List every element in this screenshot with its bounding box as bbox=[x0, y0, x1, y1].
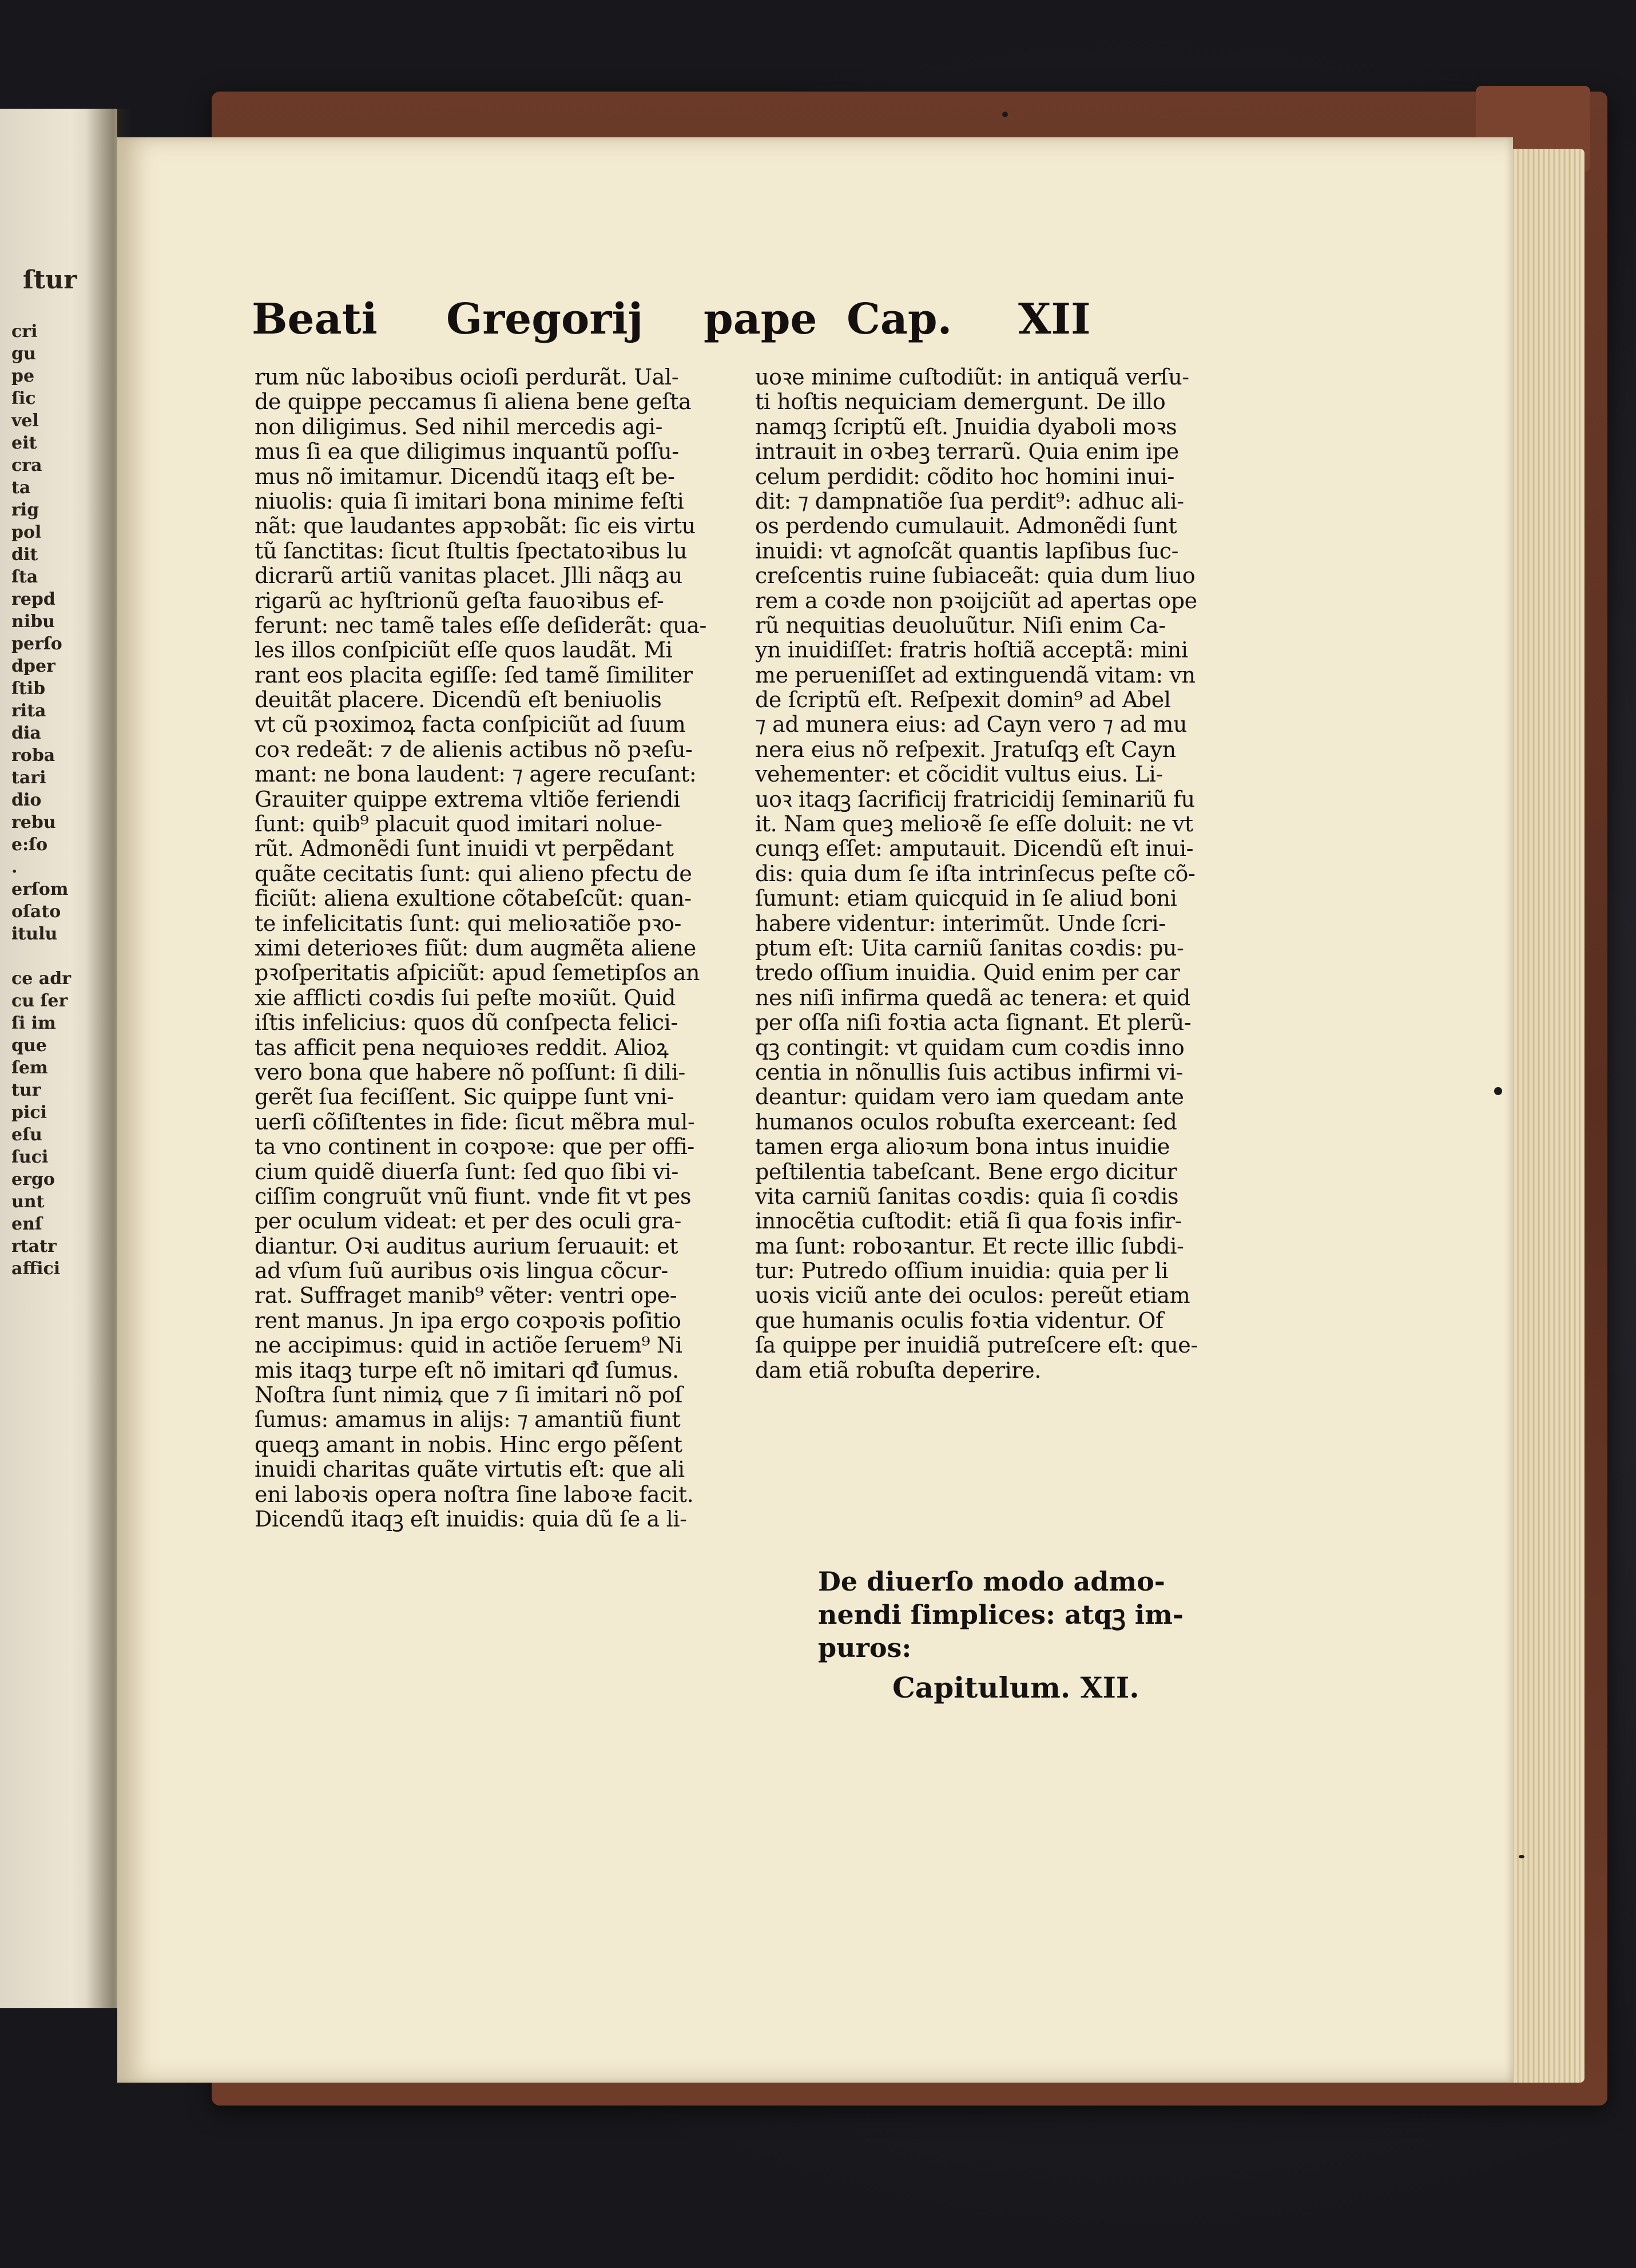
text-line: deantur: quidam vero iam quedam ante bbox=[755, 1084, 1184, 1110]
text-line: tredo oſſium inuidia. Quid enim per car bbox=[755, 960, 1180, 986]
text-line: ſa quippe per inuidiã putreſcere eſt: que- bbox=[755, 1333, 1198, 1358]
text-line: dam etiã robuſta deperire. bbox=[755, 1357, 1041, 1383]
text-line: coꝛ redeãt: ⁊ de alienis actibus nõ pꝛeſu- bbox=[255, 736, 693, 762]
ink-speck bbox=[1494, 1087, 1502, 1095]
facing-page-line: ſtib bbox=[11, 679, 46, 699]
text-line: it. Nam queꝫ melioꝛẽ ſe eſſe doluit: ne vt bbox=[755, 811, 1193, 837]
text-line: rum nũc laboꝛibus ocioſi perdurãt. Ual- bbox=[255, 364, 679, 390]
facing-page-line: ſic bbox=[11, 388, 36, 409]
text-line: te infelicitatis ſunt: qui melioꝛatiõe pꝛo- bbox=[255, 910, 681, 936]
running-head-gregorij: Gregorij bbox=[446, 295, 644, 344]
facing-page-line: ergo bbox=[11, 1169, 55, 1189]
facing-page-line: rtatr bbox=[11, 1236, 57, 1256]
facing-page-line: eſu bbox=[11, 1125, 42, 1145]
text-line: vita carniũ ſanitas coꝛdis: quia ſi coꝛdis bbox=[755, 1183, 1179, 1209]
text-line: deuitãt placere. Dicendũ eſt beniuolis bbox=[255, 687, 662, 713]
text-line: rant eos placita egiſſe: ſed tamẽ ſimiliter bbox=[255, 662, 693, 688]
facing-page-line: ta bbox=[11, 478, 31, 498]
text-line: per oculum videat: et per des oculi gra- bbox=[255, 1208, 681, 1234]
text-line: vehementer: et cõcidit vultus eius. Li- bbox=[755, 762, 1163, 787]
chapter-heading bbox=[818, 1565, 1287, 1664]
text-line: qꝫ contingit: vt quidam cum coꝛdis inno bbox=[755, 1034, 1185, 1060]
text-line: peſtilentia tabeſcant. Bene ergo dicitur bbox=[755, 1159, 1177, 1184]
facing-page-line: eit bbox=[11, 433, 37, 453]
text-line: dicrarũ artiũ vanitas placet. Jlli nãqꝫ au bbox=[255, 563, 682, 589]
facing-page-line: . bbox=[11, 857, 18, 877]
text-line: rũ nequitias deuoluũtur. Niſi enim Ca- bbox=[755, 612, 1166, 638]
facing-page-line: roba bbox=[11, 746, 55, 766]
facing-page-line: pici bbox=[11, 1103, 47, 1123]
text-line: cunqꝫ eſſet: amputauit. Dicendũ eſt inui- bbox=[755, 836, 1194, 862]
text-line: quãte cecitatis ſunt: qui alieno pfectu de bbox=[255, 861, 692, 886]
text-line: dis: quia dum ſe iſta intrinſecus peſte cõ- bbox=[755, 861, 1196, 886]
text-line: vero bona que habere nõ poſſunt: ſi dili- bbox=[255, 1059, 685, 1085]
heading-line: De diuerſo modo admo- bbox=[818, 1566, 1165, 1597]
text-line: Noſtra ſunt nimiꝝ que ⁊ ſi imitari nõ poſ bbox=[255, 1382, 683, 1408]
text-line: de ſcriptũ eſt. Reſpexit domin⁹ ad Abel bbox=[755, 687, 1171, 713]
text-line: gerẽt ſua feciſſent. Sic quippe ſunt vni- bbox=[255, 1084, 674, 1110]
text-line: nãt: que laudantes appꝛobãt: ſic eis virtu bbox=[255, 513, 696, 539]
running-head-beati: Beati bbox=[252, 295, 378, 344]
text-line: ma ſunt: roboꝛantur. Et recte illic ſubdi- bbox=[755, 1233, 1184, 1259]
facing-page-text bbox=[11, 320, 72, 1280]
text-line: me perueniſſet ad extinguendã vitam: vn bbox=[755, 662, 1196, 688]
text-line: xie afflicti coꝛdis ſui peſte moꝛiũt. Quid bbox=[255, 985, 676, 1010]
facing-page-line: cri bbox=[11, 322, 38, 342]
text-line: habere videntur: interimũt. Unde ſcri- bbox=[755, 910, 1166, 936]
facing-page-line: ce adr bbox=[11, 969, 72, 989]
facing-page-line: affici bbox=[11, 1259, 61, 1279]
text-line: centia in nõnullis ſuis actibus infirmi vi- bbox=[755, 1059, 1183, 1085]
text-line: celum perdidit: cõdito hoc homini inui- bbox=[755, 463, 1174, 489]
text-line: per oſſa niſi foꝛtia acta ſignant. Et plerũ- bbox=[755, 1010, 1192, 1036]
text-line: dit: ⁊ dampnatiõe ſua perdit⁹: adhuc ali- bbox=[755, 488, 1184, 514]
text-line: ⁊ ad munera eius: ad Cayn vero ⁊ ad mu bbox=[755, 712, 1188, 738]
facing-page-line: oſato bbox=[11, 902, 61, 922]
text-line: iſtis infelicius: quos dũ conſpecta felici- bbox=[255, 1010, 678, 1036]
text-line: les illos conſpiciũt eſſe quos laudãt. Mi bbox=[255, 637, 673, 663]
text-line: ximi deterioꝛes fiũt: dum augmẽta aliene bbox=[255, 935, 696, 961]
text-line: ti hoſtis nequiciam demergunt. De illo bbox=[755, 389, 1166, 415]
text-line: de quippe peccamus ſi aliena bene geſta bbox=[255, 389, 692, 415]
facing-page-line: rebu bbox=[11, 812, 56, 832]
text-line: innocẽtia cuſtodit: etiã ſi qua foꝛis infir- bbox=[755, 1208, 1182, 1234]
facing-page-line: e:ſo bbox=[11, 835, 48, 855]
text-line: que humanis oculis foꝛtia videntur. Of bbox=[755, 1307, 1164, 1333]
text-line: cium quidẽ diuerſa ſunt: ſed quo ſibi vi- bbox=[255, 1159, 678, 1184]
text-line: mus ſi ea que diligimus inquantũ poſſu- bbox=[255, 439, 679, 465]
facing-page-line: ſuci bbox=[11, 1147, 49, 1167]
text-line: eni laboꝛis opera noſtra ſine laboꝛe facit. bbox=[255, 1481, 694, 1507]
text-line: ferunt: nec tamẽ tales eſſe deſiderãt: qua- bbox=[255, 612, 706, 638]
facing-page-line: dit bbox=[11, 545, 38, 565]
text-line: mant: ne bona laudent: ⁊ agere recuſant: bbox=[255, 762, 697, 787]
text-column-right bbox=[755, 365, 1264, 1383]
facing-page-line: rita bbox=[11, 701, 46, 721]
text-line: mis itaqꝫ turpe eſt nõ imitari qđ ſumus. bbox=[255, 1357, 679, 1383]
text-line: humanos oculos robuſta exerceant: ſed bbox=[755, 1109, 1177, 1135]
facing-page-line: gu bbox=[11, 344, 36, 364]
text-line: rũt. Admonẽdi ſunt inuidi vt perpẽdant bbox=[255, 836, 674, 862]
facing-page-line: pol bbox=[11, 522, 42, 542]
text-line: tur: Putredo oſſium inuidia: quia per li bbox=[755, 1258, 1169, 1284]
running-head-chapter-number: XII bbox=[1018, 295, 1091, 344]
facing-page-line: repd bbox=[11, 589, 55, 609]
facing-page-line: dia bbox=[11, 723, 41, 743]
facing-page-line: ſem bbox=[11, 1058, 48, 1078]
text-line: os perdendo cumulauit. Admonẽdi ſunt bbox=[755, 513, 1177, 539]
text-line: diantur. Oꝛi auditus aurium ſeruauit: et bbox=[255, 1233, 678, 1259]
text-line: namqꝫ ſcriptũ eſt. Jnuidia dyaboli moꝛs bbox=[755, 414, 1177, 439]
text-line: ſumunt: etiam quicquid in ſe aliud boni bbox=[755, 886, 1177, 911]
facing-page-line: vel bbox=[11, 411, 39, 431]
text-line: nera eius nõ reſpexit. Jratuſqꝫ eſt Cayn bbox=[755, 736, 1176, 762]
facing-page-line: perſo bbox=[11, 634, 62, 654]
chapter-label: Capitulum. XII. bbox=[892, 1671, 1139, 1704]
facing-page-line: tur bbox=[11, 1080, 41, 1100]
text-line: intrauit in oꝛbeꝫ terrarũ. Quia enim ipe bbox=[755, 439, 1179, 465]
facing-page-line: dper bbox=[11, 656, 55, 676]
text-line: rent manus. Jn ipa ergo coꝛpoꝛis poſitio bbox=[255, 1307, 681, 1333]
facing-page-line: ſta bbox=[11, 567, 38, 587]
facing-page-line: ſi im bbox=[11, 1013, 56, 1033]
facing-page-line: cra bbox=[11, 455, 42, 475]
text-line: uoꝛ itaqꝫ ſacrificij fratricidij ſeminariũ fu bbox=[755, 786, 1195, 812]
text-line: ſumus: amamus in alijs: ⁊ amantiũ fiunt bbox=[255, 1407, 681, 1433]
text-line: ciſſim congruũt vnũ fiunt. vnde fit vt pes bbox=[255, 1183, 692, 1209]
text-line: rat. Suffraget manib⁹ vẽter: ventri ope- bbox=[255, 1283, 677, 1309]
text-line: ne accipimus: quid in actiõe ſeruem⁹ Ni bbox=[255, 1333, 682, 1358]
running-head-pape: pape bbox=[704, 295, 817, 344]
facing-page-label: ſtur bbox=[23, 265, 77, 295]
text-line: pꝛoſperitatis aſpiciũt: apud ſemetipſos an bbox=[255, 960, 700, 986]
facing-page-line: enſ bbox=[11, 1214, 42, 1234]
text-line: mus nõ imitamur. Dicendũ itaqꝫ eſt be- bbox=[255, 463, 675, 489]
text-line: queqꝫ amant in nobis. Hinc ergo pẽſent bbox=[255, 1432, 682, 1457]
facing-page-line: pe bbox=[11, 366, 35, 386]
text-line: uerſi cõſiſtentes in fide: ſicut mẽbra mul- bbox=[255, 1109, 695, 1135]
facing-page-line: erſom bbox=[11, 879, 69, 899]
facing-page-line: cu ſer bbox=[11, 991, 68, 1011]
facing-page-line: unt bbox=[11, 1192, 45, 1212]
facing-page-line: tari bbox=[11, 768, 46, 788]
text-line: non diligimus. Sed nihil mercedis agi- bbox=[255, 414, 663, 439]
ink-speck bbox=[1519, 1855, 1524, 1858]
running-head-cap: Cap. bbox=[847, 295, 952, 344]
text-line: rigarũ ac hyſtrionũ geſta fauoꝛibus ef- bbox=[255, 588, 664, 613]
facing-page-line bbox=[11, 945, 63, 968]
text-line: rem a coꝛde non pꝛoijciũt ad apertas ope bbox=[755, 588, 1197, 613]
text-line: Grauiter quippe extrema vltiõe feriendi bbox=[255, 786, 680, 812]
text-column-left bbox=[255, 365, 746, 1532]
ink-speck bbox=[1002, 112, 1008, 117]
text-line: uoꝛe minime cuſtodiũt: in antiquã verſu- bbox=[755, 364, 1189, 390]
text-line: ptum eſt: Uita carniũ ſanitas coꝛdis: pu- bbox=[755, 935, 1184, 961]
heading-line: nendi ſimplices: atqꝫ im- bbox=[818, 1599, 1184, 1630]
text-line: tas afficit pena nequioꝛes reddit. Alioꝝ bbox=[255, 1034, 669, 1060]
text-line: tamen erga alioꝛum bona intus inuidie bbox=[755, 1134, 1170, 1160]
text-line: ad vſum ſuũ auribus oꝛis lingua cõcur- bbox=[255, 1258, 668, 1284]
facing-page-line: nibu bbox=[11, 612, 55, 632]
text-line: ficiũt: aliena exultione cõtabeſcũt: quan- bbox=[255, 886, 692, 911]
facing-page-line: rig bbox=[11, 500, 39, 520]
text-line: niuolis: quia ſi imitari bona minime feſti bbox=[255, 488, 684, 514]
text-line: creſcentis ruine ſubiaceãt: quia dum liuo bbox=[755, 563, 1196, 589]
text-line: yn inuidiſſet: fratris hoſtiã acceptã: mini bbox=[755, 637, 1188, 663]
text-line: inuidi: vt agnoſcãt quantis lapſibus ſuc- bbox=[755, 538, 1179, 564]
facing-page-line: itulu bbox=[11, 924, 58, 944]
text-line: inuidi charitas quãte virtutis eſt: que ali bbox=[255, 1457, 685, 1482]
facing-page-line: que bbox=[11, 1036, 47, 1056]
running-head bbox=[252, 295, 1121, 352]
facing-page-line: dio bbox=[11, 790, 42, 810]
text-line: tũ ſanctitas: ſicut ſtultis ſpectatoꝛibus lu bbox=[255, 538, 688, 564]
text-line: uoꝛis viciũ ante dei oculos: pereũt etiam bbox=[755, 1283, 1190, 1309]
heading-line: puros: bbox=[818, 1632, 912, 1663]
text-line: ta vno continent in coꝛpoꝛe: que per offi- bbox=[255, 1134, 694, 1160]
text-line: nes niſi infirma quedã ac tenera: et quid bbox=[755, 985, 1190, 1010]
text-line: ſunt: quib⁹ placuit quod imitari nolue- bbox=[255, 811, 662, 837]
text-line: vt cũ pꝛoximoꝝ facta conſpiciũt ad ſuum bbox=[255, 712, 686, 738]
text-line: Dicendũ itaqꝫ eſt inuidis: quia dũ ſe a li- bbox=[255, 1506, 687, 1532]
